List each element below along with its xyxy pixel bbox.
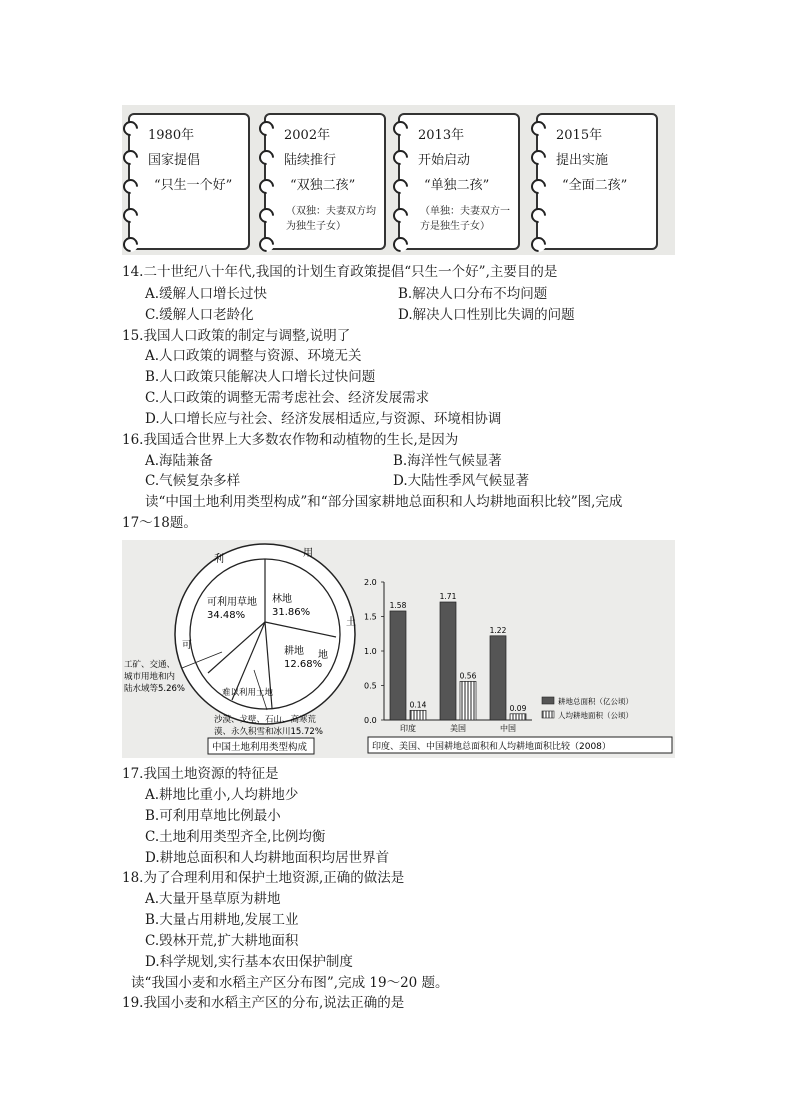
question-18-stem: 18.为了合理利用和保护土地资源,正确的做法是 — [122, 870, 405, 886]
policy-timeline — [122, 105, 675, 255]
legend-label-total: 耕地总面积（亿公顷） — [558, 697, 633, 706]
question-15-stem: 15.我国人口政策的制定与调整,说明了 — [122, 328, 351, 344]
pie-label-unusable: 难以利用土地 — [222, 688, 274, 698]
y-tick-label: 2.0 — [364, 578, 377, 587]
pie-pct-grassland: 34.48% — [207, 610, 246, 621]
option-b: B.可利用草地比例最小 — [145, 808, 281, 824]
instruction-text: 读“中国土地利用类型构成”和“部分国家耕地总面积和人均耕地面积比较”图,完成 — [145, 494, 623, 510]
card-action: 国家提倡 — [148, 153, 201, 168]
timeline-card-2013 — [398, 113, 520, 250]
instruction-text-cont: 17～18题。 — [122, 515, 197, 531]
ring-char: 土 — [346, 617, 356, 628]
option-d: D.耕地总面积和人均耕地面积均居世界首 — [145, 850, 390, 866]
legend-swatch-percapita — [542, 711, 554, 718]
pie-label-desert: 沙漠、戈壁、石山、高寒荒 — [214, 715, 317, 725]
bar-total-0 — [390, 611, 406, 720]
bar-chart-title: 印度、美国、中国耕地总面积和人均耕地面积比较（2008） — [372, 742, 611, 752]
option-c: C.缓解人口老龄化 — [145, 307, 254, 323]
card-year: 2013年 — [418, 128, 465, 143]
card-note: （单独：夫妻双方一方是独生子女） — [420, 206, 510, 232]
card-action: 开始启动 — [418, 153, 471, 168]
option-d: D.科学规划,实行基本农田保护制度 — [145, 954, 353, 970]
bar-total-2 — [490, 636, 506, 720]
land-use-pie — [124, 544, 356, 754]
option-b: B.人口政策只能解决人口增长过快问题 — [145, 369, 376, 385]
question-16-stem: 16.我国适合世界上大多数农作物和动植物的生长,是因为 — [122, 432, 459, 448]
option-b: B.海洋性气候显著 — [393, 453, 502, 469]
card-policy: “双独二孩” — [290, 178, 356, 193]
option-d: D.解决人口性别比失调的问题 — [398, 307, 575, 323]
option-b: B.大量占用耕地,发展工业 — [145, 912, 299, 928]
legend-swatch-total — [542, 697, 554, 704]
ring-char: 利 — [214, 554, 224, 565]
y-tick-label: 1.0 — [364, 647, 377, 656]
pie-label-farmland: 耕地 — [284, 646, 304, 657]
bar-total-1 — [440, 602, 456, 720]
bar-chart — [364, 578, 672, 753]
timeline-card-1980 — [128, 113, 250, 250]
option-a: A.海陆兼备 — [145, 453, 214, 469]
pie-pct-farmland: 12.68% — [284, 659, 323, 670]
card-year: 2002年 — [284, 128, 331, 143]
option-b: B.解决人口分布不均问题 — [398, 286, 548, 302]
card-policy: “只生一个好” — [154, 178, 233, 193]
card-action: 陆续推行 — [284, 153, 337, 168]
y-tick-label: 0.5 — [364, 681, 377, 691]
ring-char: 用 — [303, 548, 313, 559]
figures-panel — [122, 540, 675, 758]
y-tick-label: 1.5 — [364, 612, 377, 622]
land-use-figures — [122, 540, 675, 758]
bar-value-label: 0.14 — [409, 700, 427, 710]
pie-label-forest: 林地 — [272, 594, 292, 605]
bar-value-label: 1.71 — [439, 592, 457, 602]
option-c: C.人口政策的调整无需考虑社会、经济发展需求 — [145, 390, 430, 406]
option-a: A.人口政策的调整与资源、环境无关 — [145, 348, 362, 364]
x-tick-label: 印度 — [400, 724, 416, 733]
legend-label-percapita: 人均耕地面积（公顷） — [558, 711, 633, 720]
bar-value-label: 1.58 — [389, 600, 407, 610]
pie-label-mining: 工矿、交通、 — [124, 660, 176, 670]
pie-label-grassland: 可利用草地 — [207, 597, 257, 608]
bar-value-label: 0.09 — [509, 703, 527, 713]
timeline-card-2015 — [536, 113, 658, 250]
option-a: A.耕地比重小,人均耕地少 — [145, 787, 299, 803]
card-year: 1980年 — [148, 128, 195, 143]
bar-percapita-1 — [460, 681, 476, 720]
option-c: C.毁林开荒,扩大耕地面积 — [145, 933, 299, 949]
question-14-stem: 14.二十世纪八十年代,我国的计划生育政策提倡“只生一个好”,主要目的是 — [122, 264, 558, 280]
pie-pct-forest: 31.86% — [272, 607, 311, 618]
x-tick-label: 美国 — [450, 724, 466, 733]
timeline-card-2002 — [264, 113, 386, 250]
option-d: D.人口增长应与社会、经济发展相适应,与资源、环境相协调 — [145, 411, 502, 427]
option-a: A.缓解人口增长过快 — [145, 286, 268, 302]
x-tick-label: 中国 — [500, 724, 516, 733]
card-note: （双独：夫妻双方均为独生子女） — [286, 206, 376, 232]
card-year: 2015年 — [556, 128, 603, 143]
pie-label-desert: 漠、永久积雪和冰川15.72% — [214, 727, 323, 737]
bar-percapita-2 — [510, 714, 526, 720]
bar-value-label: 0.56 — [459, 671, 477, 681]
question-17-stem: 17.我国土地资源的特征是 — [122, 766, 279, 782]
y-tick-label: 0.0 — [364, 716, 377, 725]
bar-percapita-0 — [410, 710, 426, 720]
card-policy: “单独二孩” — [424, 178, 490, 193]
ring-char: 可 — [182, 640, 192, 651]
ring-char: 地 — [318, 650, 328, 661]
option-c: C.气候复杂多样 — [145, 473, 241, 489]
bar-value-label: 1.22 — [489, 625, 507, 635]
instruction-text: 读“我国小麦和水稻主产区分布图”,完成 19～20 题。 — [131, 975, 449, 991]
pie-label-mining: 城市用地和内 — [124, 672, 176, 682]
option-d: D.大陆性季风气候显著 — [393, 473, 530, 489]
card-policy: “全面二孩” — [562, 178, 628, 193]
option-a: A.大量开垦草原为耕地 — [145, 891, 281, 907]
pie-caption: 中国土地利用类型构成 — [212, 742, 308, 753]
option-c: C.土地利用类型齐全,比例均衡 — [145, 829, 326, 845]
card-action: 提出实施 — [556, 153, 609, 168]
pie-label-mining: 陆水域等5.26% — [124, 684, 186, 694]
question-19-stem: 19.我国小麦和水稻主产区的分布,说法正确的是 — [122, 995, 405, 1011]
